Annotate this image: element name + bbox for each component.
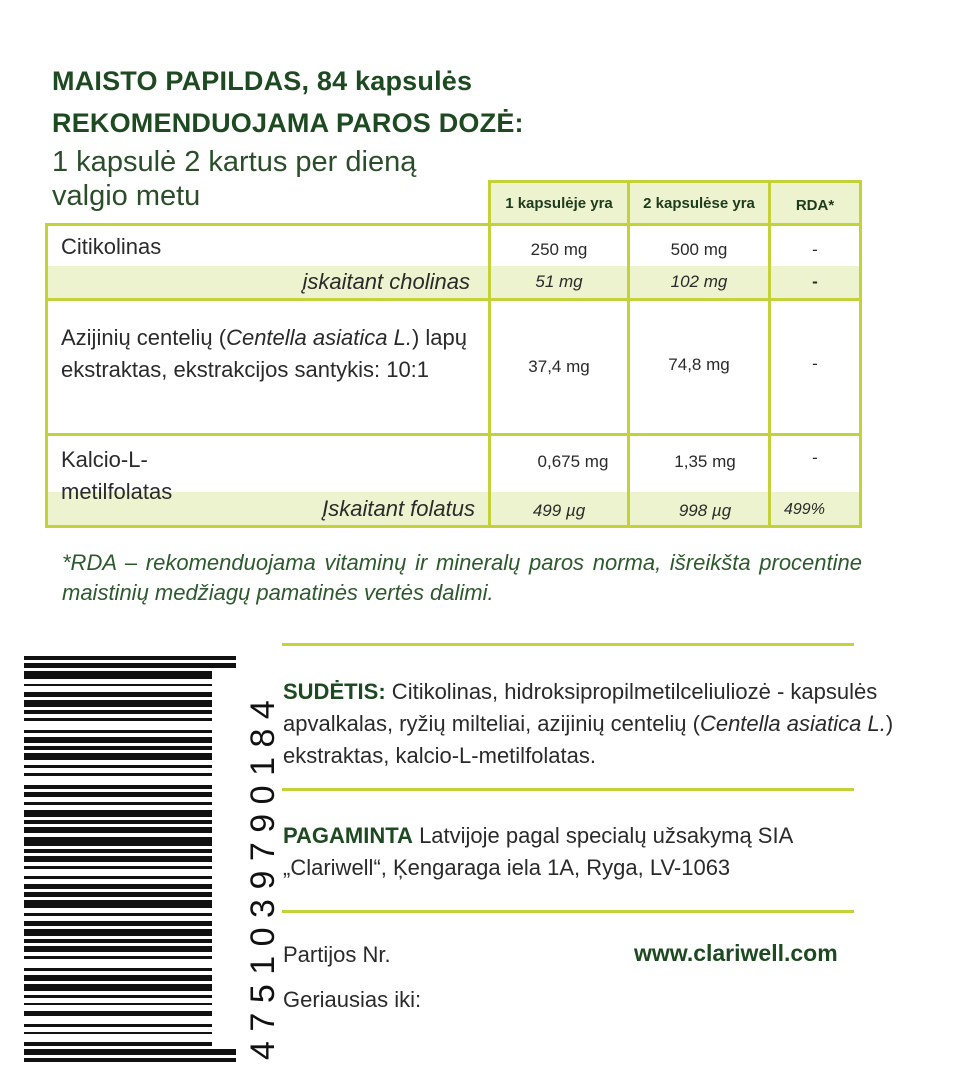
barcode-bar <box>24 975 212 981</box>
barcode-bar <box>24 946 212 952</box>
dose-text: 1 kapsulė 2 kartus per dieną valgio metu <box>52 146 417 212</box>
website-link[interactable]: www.clariwell.com <box>634 940 838 966</box>
row-methylfolate-v2: 1,35 mg <box>674 452 736 471</box>
product-title: MAISTO PAPILDAS, 84 kapsulės <box>52 66 473 96</box>
barcode <box>24 656 240 1062</box>
row-citikolinas-rda: - <box>812 240 818 259</box>
barcode-bar <box>24 663 236 667</box>
barcode-bar <box>24 810 212 817</box>
divider-2 <box>282 788 854 791</box>
manufacturer-text: PAGAMINTA Latvijoje pagal specialų užsakymą SIA „Clariwell“, Ķengaraga iela 1A, Ryga, LV-1063 <box>283 823 793 880</box>
barcode-bar <box>24 710 212 714</box>
barcode-bar <box>24 765 212 768</box>
row-centella-v1: 37,4 mg <box>528 357 590 376</box>
batch-label: Partijos Nr. <box>283 942 391 967</box>
barcode-bar <box>24 900 212 909</box>
barcode-bar <box>24 1024 212 1027</box>
barcode-bar <box>24 939 212 943</box>
row-citikolinas-v2: 500 mg <box>670 240 728 259</box>
barcode-bar <box>24 1042 212 1046</box>
barcode-bar <box>24 984 212 991</box>
row-citikolinas-v1: 250 mg <box>530 240 588 259</box>
divider-3 <box>282 910 854 913</box>
barcode-bar <box>24 746 212 750</box>
barcode-bar <box>24 876 212 879</box>
header-rda: RDA* <box>795 197 835 214</box>
barcode-bar <box>24 837 212 846</box>
barcode-bar <box>24 737 212 743</box>
barcode-bar <box>24 753 212 760</box>
header-per-2-capsules: 2 kapsulėse yra <box>643 195 755 212</box>
barcode-bar <box>24 1049 236 1055</box>
barcode-bar <box>24 921 212 925</box>
barcode-bar <box>24 656 236 660</box>
row-centella-name: Azijinių centelių (Centella asiatica L.) lapų ekstraktas, ekstrakcijos santykis: 10:1 <box>61 325 468 382</box>
barcode-bar <box>24 913 212 916</box>
barcode-bar <box>24 785 212 789</box>
row-folate-v2: 998 µg <box>678 501 732 520</box>
barcode-bar <box>24 1032 212 1035</box>
barcode-bar <box>24 827 212 833</box>
barcode-bar <box>24 684 212 687</box>
barcode-bar <box>24 995 212 998</box>
barcode-bar <box>24 1011 212 1015</box>
barcode-bar <box>24 866 212 869</box>
barcode-bar <box>24 892 212 896</box>
composition-label: SUDĖTIS: <box>283 679 386 704</box>
barcode-bar <box>24 1058 236 1062</box>
manufacturer-label: PAGAMINTA <box>283 823 413 848</box>
barcode-number: 4751039790184 <box>244 690 282 1060</box>
barcode-bar <box>24 856 212 862</box>
divider-1 <box>282 643 854 646</box>
barcode-bar <box>24 671 212 680</box>
barcode-bar <box>24 929 212 936</box>
rda-footnote: *RDA – rekomenduojama vitaminų ir mineralų paros norma, išreikšta procentine maistinių medžiagų pamatinės vertės dalimi. <box>62 550 862 605</box>
header-per-1-capsule: 1 kapsulėje yra <box>505 195 613 212</box>
row-folate-rda: 499% <box>784 501 825 518</box>
row-citikolinas-name: Citikolinas <box>61 234 162 259</box>
row-cholinas-rda: - <box>812 272 818 291</box>
barcode-bar <box>24 692 212 696</box>
barcode-bar <box>24 849 212 853</box>
barcode-bar <box>24 700 212 707</box>
barcode-bar <box>24 773 212 776</box>
barcode-bar <box>24 792 212 796</box>
row-cholinas-v2: 102 mg <box>670 272 728 291</box>
barcode-bar <box>24 802 212 805</box>
barcode-bar <box>24 718 212 721</box>
row-methylfolate-v1: 0,675 mg <box>537 452 609 471</box>
row-methylfolate-name: Kalcio-L-metilfolatas <box>61 447 173 504</box>
row-cholinas-v1: 51 mg <box>535 272 583 291</box>
row-centella-rda: - <box>812 354 818 373</box>
barcode-bar <box>24 730 212 733</box>
row-cholinas-name: įskaitant cholinas <box>302 269 470 294</box>
row-methylfolate-rda: - <box>812 448 818 467</box>
barcode-bar <box>24 884 212 890</box>
row-centella-v2: 74,8 mg <box>668 355 730 374</box>
dose-heading: REKOMENDUOJAMA PAROS DOZĖ: <box>52 108 524 138</box>
barcode-bar <box>24 956 212 959</box>
best-before-label: Geriausias iki: <box>283 987 422 1012</box>
barcode-bar <box>24 1003 212 1006</box>
composition-text: SUDĖTIS: Citikolinas, hidroksipropilmetilceliuliozė - kapsulės apvalkalas, ryžių milteliai, azijinių centelių (Centella asiatica L.) ekstraktas, kalcio-L-metilfolatas. <box>283 679 894 768</box>
barcode-bar <box>24 968 212 971</box>
row-folate-v1: 499 µg <box>532 501 586 520</box>
row-folate-name: Įskaitant folatus <box>322 496 475 521</box>
barcode-bar <box>24 820 212 824</box>
